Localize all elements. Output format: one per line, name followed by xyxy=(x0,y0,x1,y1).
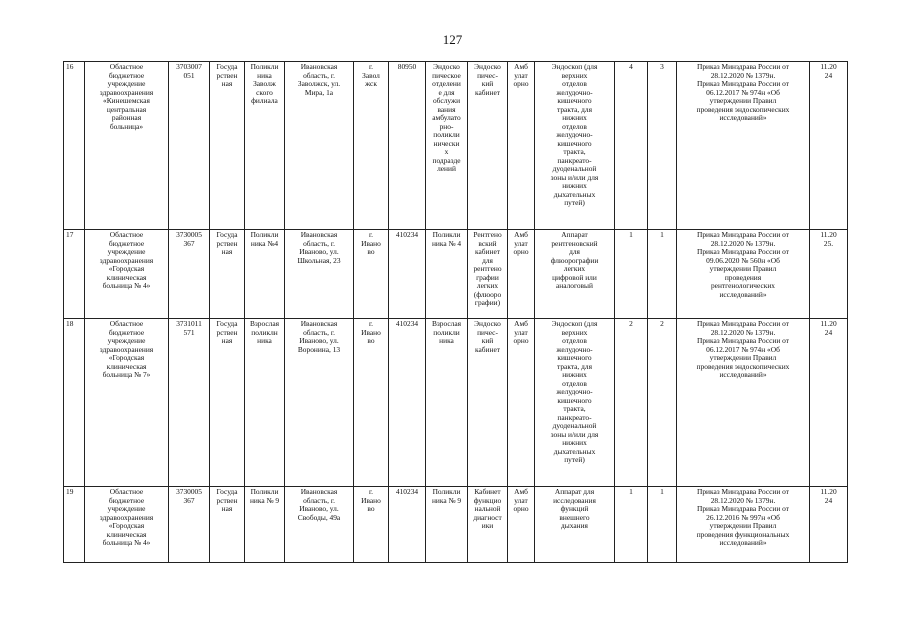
date-cell: 11.20 24 xyxy=(810,62,848,230)
department-cell: Взрослая поликли ника xyxy=(426,319,468,487)
order-cell: Приказ Минздрава России от 28.12.2020 № 1379н. Приказ Минздрава России от 06.12.2017 № 974н «Об утверждении Правил проведения эндоскопических исследований» xyxy=(677,319,810,487)
address-cell: Ивановская область, г. Иваново, ул. Школьная, 23 xyxy=(285,230,354,319)
register-table xyxy=(63,61,848,563)
qty-total-cell: 1 xyxy=(615,230,648,319)
equipment-cell: Аппарат для исследования функций внешнего дыхания xyxy=(535,487,615,563)
code-cell: 3731011 571 xyxy=(169,319,210,487)
row-number-cell: 19 xyxy=(64,487,85,563)
department-cell: Эндоско пическое отделени е для обслужи вания амбулато рно- поликли нически х подразде лений xyxy=(426,62,468,230)
order-cell: Приказ Минздрава России от 28.12.2020 № 1379н. Приказ Минздрава России от 09.06.2020 № 560н «Об утверждении Правил проведения рентгенологических исследований» xyxy=(677,230,810,319)
date-cell: 11.20 24 xyxy=(810,319,848,487)
oktmo-cell: 80950 xyxy=(389,62,426,230)
care-type-cell: Амб улат орно xyxy=(508,487,535,563)
row-number-cell: 16 xyxy=(64,62,85,230)
institution-cell: Областное бюджетное учреждение здравоохранения «Кинешемская центральная районная больница» xyxy=(85,62,169,230)
qty-total-cell: 4 xyxy=(615,62,648,230)
qty-used-cell: 3 xyxy=(648,62,677,230)
settlement-cell: г. Ивано во xyxy=(354,319,389,487)
qty-used-cell: 1 xyxy=(648,487,677,563)
equipment-cell: Эндоскоп (для верхних отделов желудочно- кишечного тракта, для нижних отделов желудочно- кишечного тракта, панкрeато- дуоденальной зоны и/или для нижних дыхательных путей) xyxy=(535,319,615,487)
table-row xyxy=(64,319,848,487)
table-row xyxy=(64,62,848,230)
order-cell: Приказ Минздрава России от 28.12.2020 № 1379н. Приказ Минздрава России от 26.12.2016 № 997н «Об утверждении Правил проведения функциональных исследований» xyxy=(677,487,810,563)
page-number: 127 xyxy=(442,32,463,47)
code-cell: 3730005 367 xyxy=(169,230,210,319)
qty-total-cell: 1 xyxy=(615,487,648,563)
oktmo-cell: 410234 xyxy=(389,487,426,563)
address-cell: Ивановская область, г. Иваново, ул. Воронина, 13 xyxy=(285,319,354,487)
code-cell: 3730005 367 xyxy=(169,487,210,563)
cabinet-cell: Эндоско пичес- кий кабинет xyxy=(468,319,508,487)
ownership-cell: Госуда рствен ная xyxy=(210,62,245,230)
oktmo-cell: 410234 xyxy=(389,319,426,487)
qty-used-cell: 2 xyxy=(648,319,677,487)
cabinet-cell: Кабинет функцио нальной диагност ики xyxy=(468,487,508,563)
equipment-cell: Эндоскоп (для верхних отделов желудочно- кишечного тракта, для нижних отделов желудочно- кишечного тракта, панкрeато- дуоденальной зоны и/или для нижних дыхательных путей) xyxy=(535,62,615,230)
date-cell: 11.20 24 xyxy=(810,487,848,563)
subdivision-cell: Взрослая поликлн ника xyxy=(245,319,285,487)
department-cell: Поликли ника № 4 xyxy=(426,230,468,319)
address-cell: Ивановская область, г. Заволжск, ул. Мира, 1а xyxy=(285,62,354,230)
care-type-cell: Амб улат орно xyxy=(508,230,535,319)
ownership-cell: Госуда рствен ная xyxy=(210,230,245,319)
row-number-cell: 18 xyxy=(64,319,85,487)
care-type-cell: Амб улат орно xyxy=(508,319,535,487)
institution-cell: Областное бюджетное учреждение здравоохранения «Городская клиническая больница № 7» xyxy=(85,319,169,487)
ownership-cell: Госуда рствен ная xyxy=(210,487,245,563)
qty-total-cell: 2 xyxy=(615,319,648,487)
ownership-cell: Госуда рствен ная xyxy=(210,319,245,487)
qty-used-cell: 1 xyxy=(648,230,677,319)
address-cell: Ивановская область, г. Иваново, ул. Свободы, 49а xyxy=(285,487,354,563)
table-row xyxy=(64,487,848,563)
subdivision-cell: Поликли ника №4 xyxy=(245,230,285,319)
institution-cell: Областное бюджетное учреждение здравоохранения «Городская клиническая больница № 4» xyxy=(85,487,169,563)
order-cell: Приказ Минздрава России от 28.12.2020 № 1379н. Приказ Минздрава России от 06.12.2017 № 974н «Об утверждении Правил проведения эндоскопических исследований» xyxy=(677,62,810,230)
settlement-cell: г. Ивано во xyxy=(354,487,389,563)
oktmo-cell: 410234 xyxy=(389,230,426,319)
code-cell: 3703007 051 xyxy=(169,62,210,230)
institution-cell: Областное бюджетное учреждение здравоохранения «Городская клиническая больница № 4» xyxy=(85,230,169,319)
date-cell: 11.20 25. xyxy=(810,230,848,319)
settlement-cell: г. Завол жск xyxy=(354,62,389,230)
settlement-cell: г. Ивано во xyxy=(354,230,389,319)
department-cell: Поликли ника № 9 xyxy=(426,487,468,563)
cabinet-cell: Эндоско пичес- кий кабинет xyxy=(468,62,508,230)
subdivision-cell: Поликли ника Заволж ского филиала xyxy=(245,62,285,230)
row-number-cell: 17 xyxy=(64,230,85,319)
table-row xyxy=(64,230,848,319)
subdivision-cell: Поликли ника № 9 xyxy=(245,487,285,563)
equipment-cell: Аппарат рентгеновский для флюорографии легких цифровой или аналоговый xyxy=(535,230,615,319)
care-type-cell: Амб улат орно xyxy=(508,62,535,230)
cabinet-cell: Рентгено вский кабинет для рентгено графии легких (флюоро графии) xyxy=(468,230,508,319)
